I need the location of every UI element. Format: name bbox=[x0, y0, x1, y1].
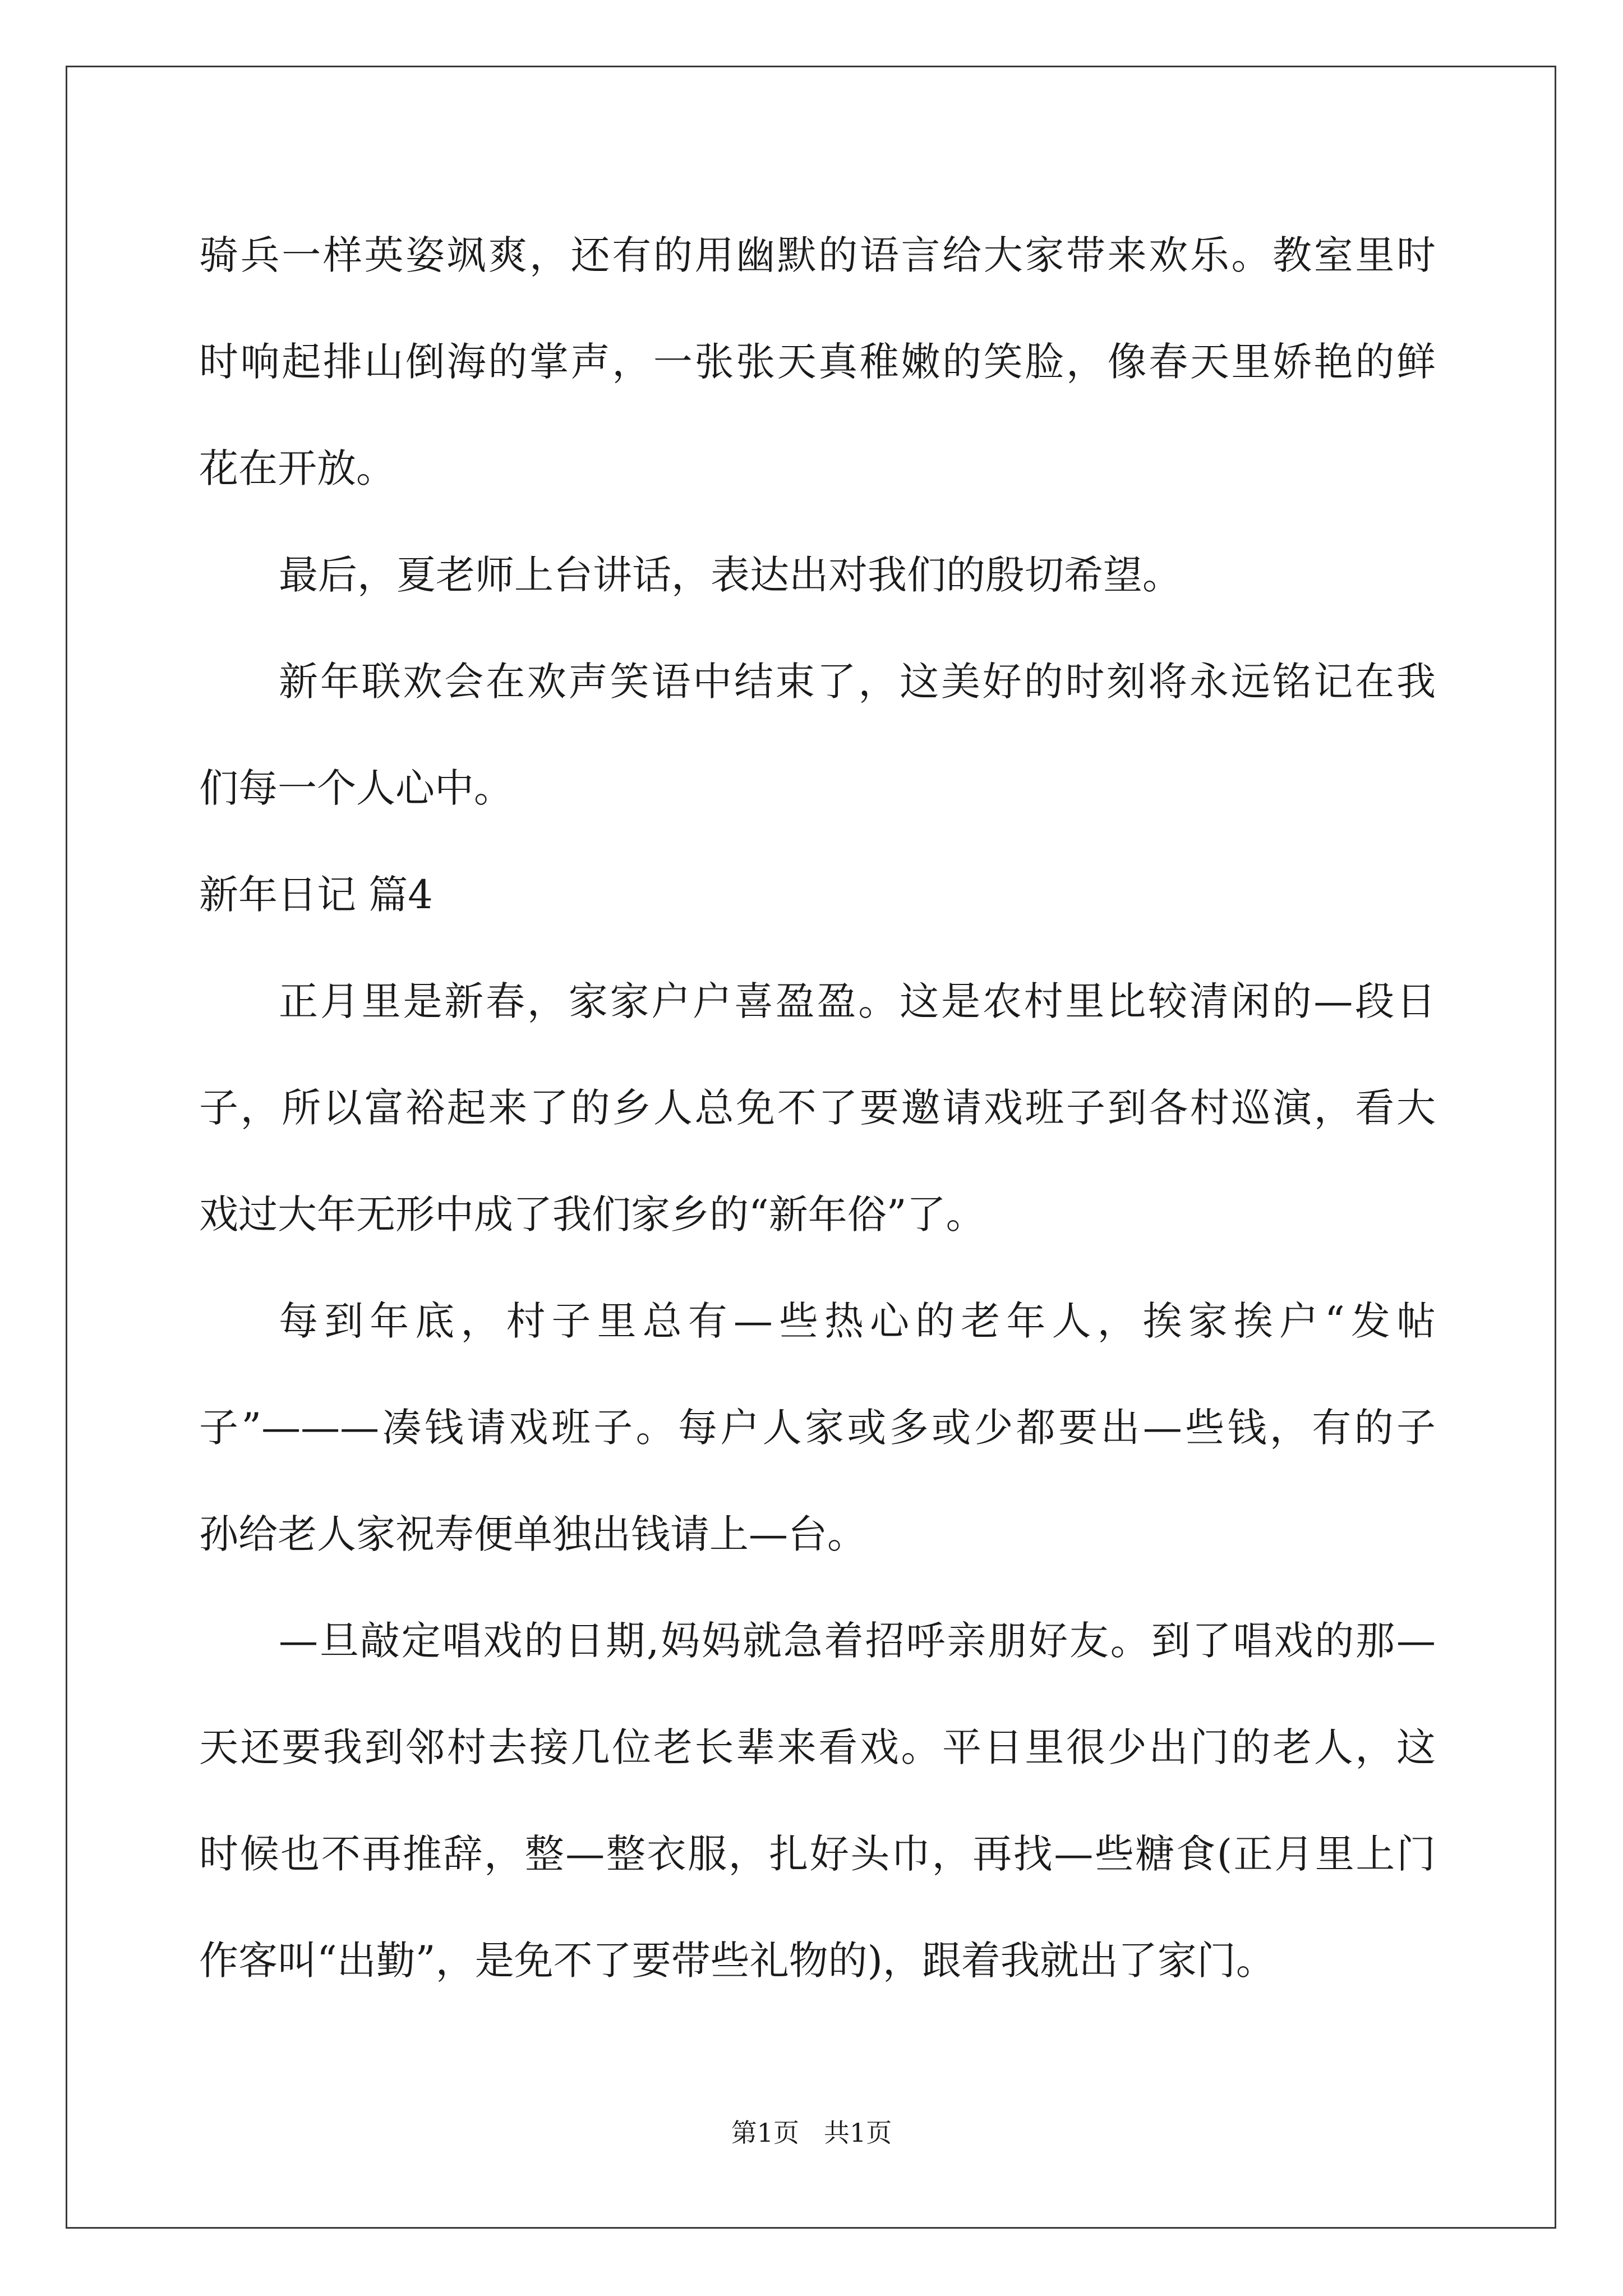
text-line-2: 时响起排山倒海的掌声，一张张天真稚嫩的笑脸，像春天里娇艳的鲜 bbox=[199, 339, 1436, 385]
text-line-11: 每到年底，村子里总有—些热心的老年人，挨家挨户“发帖 bbox=[279, 1298, 1436, 1344]
text-line-1: 骑兵一样英姿飒爽，还有的用幽默的语言给大家带来欢乐。教室里时 bbox=[199, 232, 1436, 278]
text-line-12: 子”———凑钱请戏班子。每户人家或多或少都要出—些钱，有的子 bbox=[199, 1405, 1436, 1451]
text-line-16: 时候也不再推辞，整—整衣服，扎好头巾，再找—些糖食(正月里上门 bbox=[199, 1831, 1436, 1877]
text-line-9: 子，所以富裕起来了的乡人总免不了要邀请戏班子到各村巡演，看大 bbox=[199, 1085, 1436, 1131]
text-line-6: 们每一个人心中。 bbox=[199, 765, 513, 811]
page-total: 共1页 bbox=[824, 2118, 892, 2148]
text-line-10: 戏过大年无形中成了我们家乡的“新年俗”了。 bbox=[199, 1191, 985, 1237]
text-line-17: 作客叫“出勤”，是免不了要带些礼物的)，跟着我就出了家门。 bbox=[199, 1938, 1275, 1984]
page-footer bbox=[0, 2116, 1623, 2150]
text-line-15: 天还要我到邻村去接几位老长辈来看戏。平日里很少出门的老人，这 bbox=[199, 1724, 1436, 1770]
text-line-4: 最后，夏老师上台讲话，表达出对我们的殷切希望。 bbox=[279, 552, 1182, 598]
page-number: 第1页 bbox=[731, 2118, 799, 2148]
text-line-13: 孙给老人家祝寿便单独出钱请上—台。 bbox=[199, 1511, 866, 1557]
text-line-3: 花在开放。 bbox=[199, 445, 395, 491]
section-heading: 新年日记 篇4 bbox=[199, 872, 433, 918]
document-body bbox=[199, 202, 1436, 2014]
text-line-5: 新年联欢会在欢声笑语中结束了，这美好的时刻将永远铭记在我 bbox=[279, 659, 1436, 705]
text-line-8: 正月里是新春，家家户户喜盈盈。这是农村里比较清闲的—段日 bbox=[279, 978, 1436, 1024]
text-line-14: —旦敲定唱戏的日期,妈妈就急着招呼亲朋好友。到了唱戏的那— bbox=[279, 1618, 1436, 1664]
